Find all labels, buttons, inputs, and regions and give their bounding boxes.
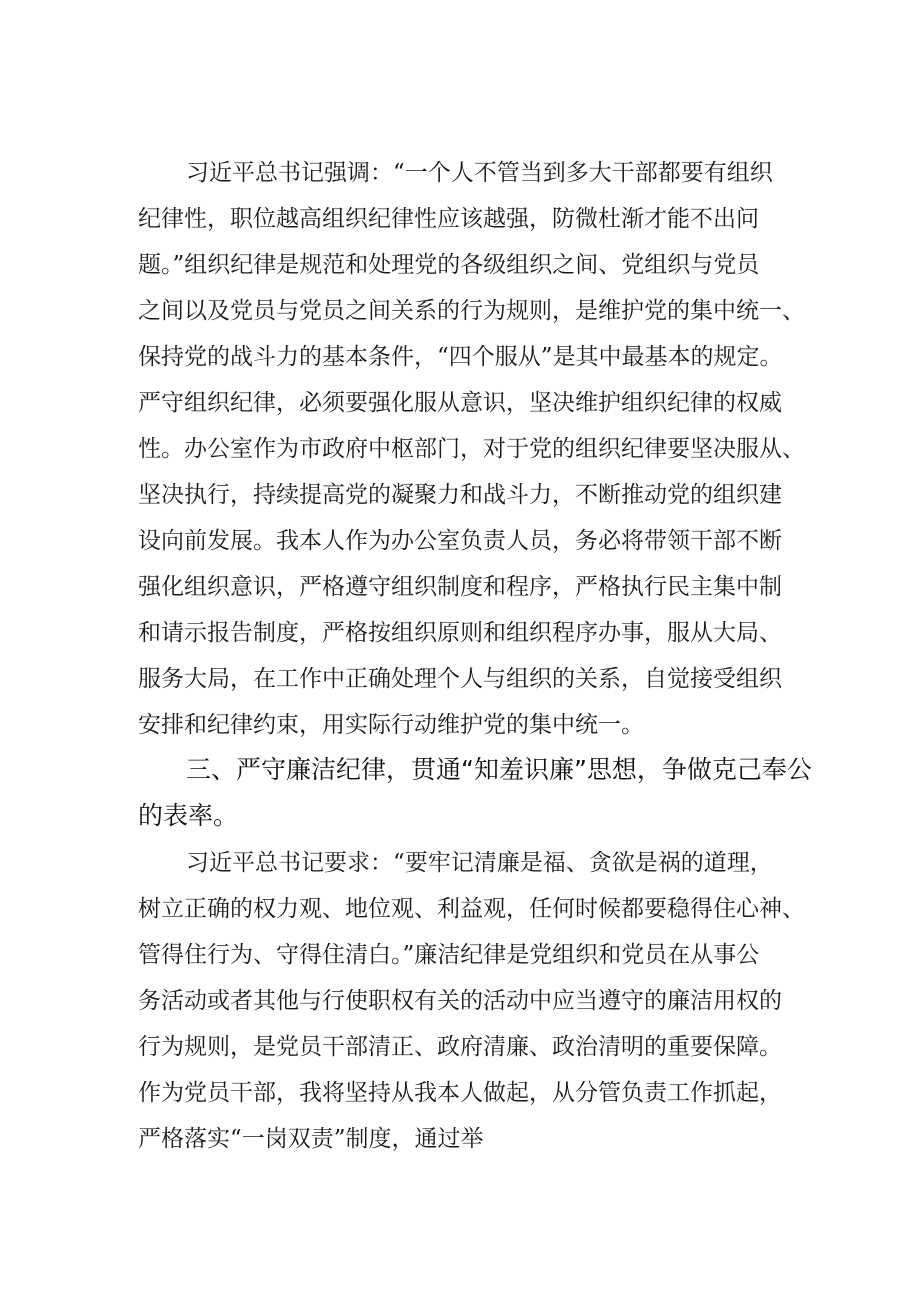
paragraph-1-line: 之间以及党员与党员之间关系的行为规则，是维护党的集中统一、: [138, 298, 805, 324]
paragraph-1-line: 题。”组织纪律是规范和处理党的各级组织之间、党组织与党员: [138, 252, 760, 278]
paragraph-2-line: 习近平总书记要求：“要牢记清廉是福、贪欲是祸的道理，: [186, 850, 773, 876]
paragraph-1-line: 服务大局，在工作中正确处理个人与组织的关系，自觉接受组织: [138, 666, 782, 692]
paragraph-1-line: 设向前发展。我本人作为办公室负责人员，务必将带领干部不断: [138, 528, 782, 554]
paragraph-1-line: 严守组织纪律，必须要强化服从意识，坚决维护组织纪律的权威: [138, 390, 782, 416]
paragraph-2-line: 管得住行为、守得住清白。”廉洁纪律是党组织和党员在从事公: [138, 942, 760, 968]
paragraph-1-line: 坚决执行，持续提高党的凝聚力和战斗力，不断推动党的组织建: [138, 482, 782, 508]
paragraph-2-line: 务活动或者其他与行使职权有关的活动中应当遵守的廉洁用权的: [138, 988, 782, 1014]
paragraph-1-line: 性。办公室作为市政府中枢部门，对于党的组织纪律要坚决服从、: [138, 436, 805, 462]
paragraph-1-line: 纪律性，职位越高组织纪律性应该越强，防微杜渐才能不出问: [138, 206, 759, 232]
paragraph-2-line: 严格落实“一岗双责”制度，通过举: [138, 1126, 484, 1152]
paragraph-2-line: 行为规则，是党员干部清正、政府清廉、政治清明的重要保障。: [138, 1034, 782, 1060]
paragraph-1-line: 和请示报告制度，严格按组织原则和组织程序办事，服从大局、: [138, 620, 782, 646]
section-heading: 的表率。: [138, 801, 239, 830]
paragraph-2-line: 作为党员干部，我将坚持从我本人做起，从分管负责工作抓起，: [138, 1080, 782, 1106]
section-heading: 三、严守廉洁纪律，贯通“知羞识廉”思想，争做克己奉公: [186, 755, 812, 784]
paragraph-1-line: 保持党的战斗力的基本条件，“四个服从”是其中最基本的规定。: [138, 344, 783, 370]
paragraph-1-line: 安排和纪律约束，用实际行动维护党的集中统一。: [138, 712, 644, 738]
paragraph-1-line: 习近平总书记强调：“一个人不管当到多大干部都要有组织: [186, 160, 773, 186]
paragraph-2-line: 树立正确的权力观、地位观、利益观，任何时候都要稳得住心神、: [138, 896, 805, 922]
paragraph-1-line: 强化组织意识，严格遵守组织制度和程序，严格执行民主集中制: [138, 574, 782, 600]
